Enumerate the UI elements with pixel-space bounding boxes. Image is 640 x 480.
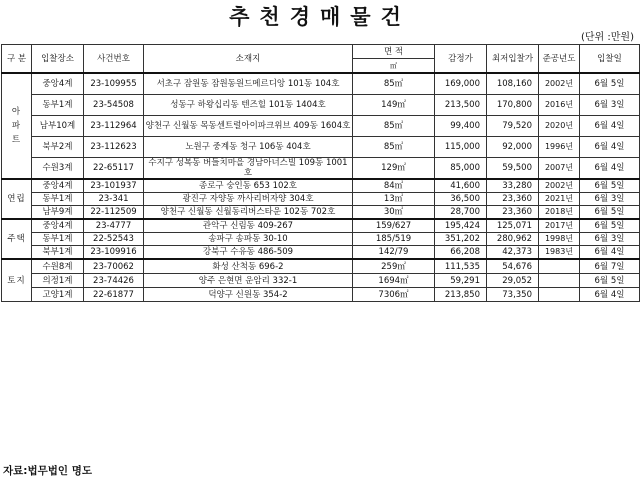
address-cell: 종로구 숭인동 653 102호 bbox=[144, 179, 353, 193]
case-no-cell: 23-341 bbox=[84, 193, 144, 206]
table-row bbox=[2, 158, 640, 180]
category-label: 연립 bbox=[7, 194, 26, 204]
category-label: 아파트 bbox=[11, 107, 22, 145]
bid-date-cell: 6월 3일 bbox=[580, 193, 640, 206]
category-label: 토지 bbox=[7, 275, 26, 286]
area-cell: 84㎡ bbox=[353, 179, 435, 193]
appraisal-cell: 28,700 bbox=[435, 206, 487, 220]
auction-table bbox=[1, 44, 640, 302]
min-bid-cell: 170,800 bbox=[487, 95, 539, 116]
address-cell: 광진구 자양동 까사리버자양 304호 bbox=[144, 193, 353, 206]
appraisal-cell: 66,208 bbox=[435, 246, 487, 260]
bid-date-cell: 6월 4일 bbox=[580, 158, 640, 180]
case-no-cell: 23-101937 bbox=[84, 179, 144, 193]
bid-date-cell: 6월 5일 bbox=[580, 206, 640, 220]
court-cell: 동부1계 bbox=[32, 193, 84, 206]
category-cell bbox=[2, 259, 32, 302]
area-cell: 30㎡ bbox=[353, 206, 435, 220]
bid-date-cell: 6월 4일 bbox=[580, 137, 640, 158]
bid-date-cell: 6월 5일 bbox=[580, 73, 640, 95]
area-cell: 149㎡ bbox=[353, 95, 435, 116]
min-bid-cell: 23,360 bbox=[487, 193, 539, 206]
year-built-cell: 1996년 bbox=[539, 137, 580, 158]
header-court: 입찰장소 bbox=[32, 45, 84, 74]
year-built-cell: 2018년 bbox=[539, 206, 580, 220]
category-cell bbox=[2, 73, 32, 179]
min-bid-cell: 73,350 bbox=[487, 288, 539, 302]
court-cell: 북부2계 bbox=[32, 137, 84, 158]
year-built-cell: 2002년 bbox=[539, 179, 580, 193]
table-row bbox=[2, 73, 640, 95]
court-cell: 중앙4계 bbox=[32, 179, 84, 193]
area-cell: 85㎡ bbox=[353, 137, 435, 158]
case-no-cell: 23-109916 bbox=[84, 246, 144, 260]
address-cell: 강북구 수유동 486-509 bbox=[144, 246, 353, 260]
min-bid-cell: 54,676 bbox=[487, 259, 539, 274]
year-built-cell: 2020년 bbox=[539, 116, 580, 137]
appraisal-cell: 169,000 bbox=[435, 73, 487, 95]
table-row bbox=[2, 193, 640, 206]
min-bid-cell: 23,360 bbox=[487, 206, 539, 220]
min-bid-cell: 29,052 bbox=[487, 274, 539, 288]
year-built-cell: 1983년 bbox=[539, 246, 580, 260]
address-cell: 덕양구 신원동 354-2 bbox=[144, 288, 353, 302]
bid-date-cell: 6월 3일 bbox=[580, 95, 640, 116]
year-built-cell: 2021년 bbox=[539, 193, 580, 206]
area-cell: 259㎡ bbox=[353, 259, 435, 274]
table-row bbox=[2, 274, 640, 288]
bid-date-cell: 6월 4일 bbox=[580, 246, 640, 260]
case-no-cell: 22-65117 bbox=[84, 158, 144, 180]
table-row bbox=[2, 116, 640, 137]
court-cell: 수원8계 bbox=[32, 259, 84, 274]
year-built-cell: 1998년 bbox=[539, 233, 580, 246]
appraisal-cell: 36,500 bbox=[435, 193, 487, 206]
address-cell: 노원구 중계동 청구 106동 404호 bbox=[144, 137, 353, 158]
area-cell: 13㎡ bbox=[353, 193, 435, 206]
court-cell: 남부9계 bbox=[32, 206, 84, 220]
area-cell: 159/627 bbox=[353, 219, 435, 233]
address-cell: 서초구 잠원동 잠원동원드메르디앙 101동 104호 bbox=[144, 73, 353, 95]
year-built-cell: 2016년 bbox=[539, 95, 580, 116]
bid-date-cell: 6월 3일 bbox=[580, 233, 640, 246]
header-appraisal: 감정가 bbox=[435, 45, 487, 74]
min-bid-cell: 280,962 bbox=[487, 233, 539, 246]
bid-date-cell: 6월 5일 bbox=[580, 274, 640, 288]
case-no-cell: 23-70062 bbox=[84, 259, 144, 274]
table-row bbox=[2, 259, 640, 274]
year-built-cell: 2017년 bbox=[539, 219, 580, 233]
address-cell: 송파구 송파동 30-10 bbox=[144, 233, 353, 246]
area-cell: 185/519 bbox=[353, 233, 435, 246]
case-no-cell: 23-109955 bbox=[84, 73, 144, 95]
address-cell: 양주 은현면 운암리 332-1 bbox=[144, 274, 353, 288]
appraisal-cell: 111,535 bbox=[435, 259, 487, 274]
appraisal-cell: 85,000 bbox=[435, 158, 487, 180]
bid-date-cell: 6월 7일 bbox=[580, 259, 640, 274]
year-built-cell: 2007년 bbox=[539, 158, 580, 180]
table-row bbox=[2, 137, 640, 158]
case-no-cell: 23-112623 bbox=[84, 137, 144, 158]
table-row bbox=[2, 206, 640, 220]
header-min-bid: 최저입찰가 bbox=[487, 45, 539, 74]
court-cell: 남부10계 bbox=[32, 116, 84, 137]
appraisal-cell: 213,850 bbox=[435, 288, 487, 302]
bid-date-cell: 6월 4일 bbox=[580, 116, 640, 137]
header-area-unit: ㎡ bbox=[353, 59, 435, 74]
court-cell: 동부1계 bbox=[32, 95, 84, 116]
court-cell: 고양1계 bbox=[32, 288, 84, 302]
year-built-cell: 2002년 bbox=[539, 73, 580, 95]
case-no-cell: 22-112509 bbox=[84, 206, 144, 220]
bid-date-cell: 6월 5일 bbox=[580, 179, 640, 193]
area-cell: 85㎡ bbox=[353, 73, 435, 95]
court-cell: 중앙4계 bbox=[32, 219, 84, 233]
address-cell: 성동구 하왕십리동 텐즈힐 101동 1404호 bbox=[144, 95, 353, 116]
min-bid-cell: 42,373 bbox=[487, 246, 539, 260]
area-cell: 85㎡ bbox=[353, 116, 435, 137]
court-cell: 수원3계 bbox=[32, 158, 84, 180]
address-cell: 수지구 성복동 버들치마을 경남아너스빌 109동 1001호 bbox=[144, 158, 353, 180]
case-no-cell: 23-112964 bbox=[84, 116, 144, 137]
header-year-built: 준공년도 bbox=[539, 45, 580, 74]
area-cell: 7306㎡ bbox=[353, 288, 435, 302]
min-bid-cell: 33,280 bbox=[487, 179, 539, 193]
table-row bbox=[2, 246, 640, 260]
table-row bbox=[2, 288, 640, 302]
table-row bbox=[2, 179, 640, 193]
header-address: 소재지 bbox=[144, 45, 353, 74]
table-body bbox=[2, 73, 640, 302]
appraisal-cell: 351,202 bbox=[435, 233, 487, 246]
category-cell bbox=[2, 219, 32, 259]
area-cell: 129㎡ bbox=[353, 158, 435, 180]
year-built-cell bbox=[539, 274, 580, 288]
header-area: 면 적 bbox=[353, 45, 435, 59]
area-cell: 1694㎡ bbox=[353, 274, 435, 288]
source-note: 자료:법무법인 명도 bbox=[3, 465, 92, 477]
header-bid-date: 입찰일 bbox=[580, 45, 640, 74]
min-bid-cell: 125,071 bbox=[487, 219, 539, 233]
case-no-cell: 23-74426 bbox=[84, 274, 144, 288]
case-no-cell: 22-61877 bbox=[84, 288, 144, 302]
case-no-cell: 23-4777 bbox=[84, 219, 144, 233]
court-cell: 동부1계 bbox=[32, 233, 84, 246]
address-cell: 양천구 신월동 목동센트럴아이파크위브 409동 1604호 bbox=[144, 116, 353, 137]
min-bid-cell: 59,500 bbox=[487, 158, 539, 180]
case-no-cell: 22-52543 bbox=[84, 233, 144, 246]
unit-note: (단위 :만원) bbox=[581, 32, 634, 43]
min-bid-cell: 108,160 bbox=[487, 73, 539, 95]
category-label: 주택 bbox=[7, 234, 26, 244]
address-cell: 양천구 신월동 신월동리버스타운 102동 702호 bbox=[144, 206, 353, 220]
header-case-no: 사건번호 bbox=[84, 45, 144, 74]
appraisal-cell: 115,000 bbox=[435, 137, 487, 158]
case-no-cell: 23-54508 bbox=[84, 95, 144, 116]
year-built-cell bbox=[539, 259, 580, 274]
appraisal-cell: 99,400 bbox=[435, 116, 487, 137]
court-cell: 중앙4계 bbox=[32, 73, 84, 95]
table-row bbox=[2, 95, 640, 116]
appraisal-cell: 213,500 bbox=[435, 95, 487, 116]
table-row bbox=[2, 233, 640, 246]
appraisal-cell: 59,291 bbox=[435, 274, 487, 288]
court-cell: 의정1계 bbox=[32, 274, 84, 288]
page-title: 추천경매물건 bbox=[229, 5, 411, 29]
area-cell: 142/79 bbox=[353, 246, 435, 260]
bid-date-cell: 6월 5일 bbox=[580, 219, 640, 233]
category-cell bbox=[2, 179, 32, 219]
min-bid-cell: 79,520 bbox=[487, 116, 539, 137]
table-row bbox=[2, 219, 640, 233]
address-cell: 관악구 신림동 409-267 bbox=[144, 219, 353, 233]
year-built-cell bbox=[539, 288, 580, 302]
bid-date-cell: 6월 4일 bbox=[580, 288, 640, 302]
address-cell: 화성 산척동 696-2 bbox=[144, 259, 353, 274]
min-bid-cell: 92,000 bbox=[487, 137, 539, 158]
appraisal-cell: 41,600 bbox=[435, 179, 487, 193]
header-category: 구 분 bbox=[2, 45, 32, 74]
court-cell: 북부1계 bbox=[32, 246, 84, 260]
appraisal-cell: 195,424 bbox=[435, 219, 487, 233]
